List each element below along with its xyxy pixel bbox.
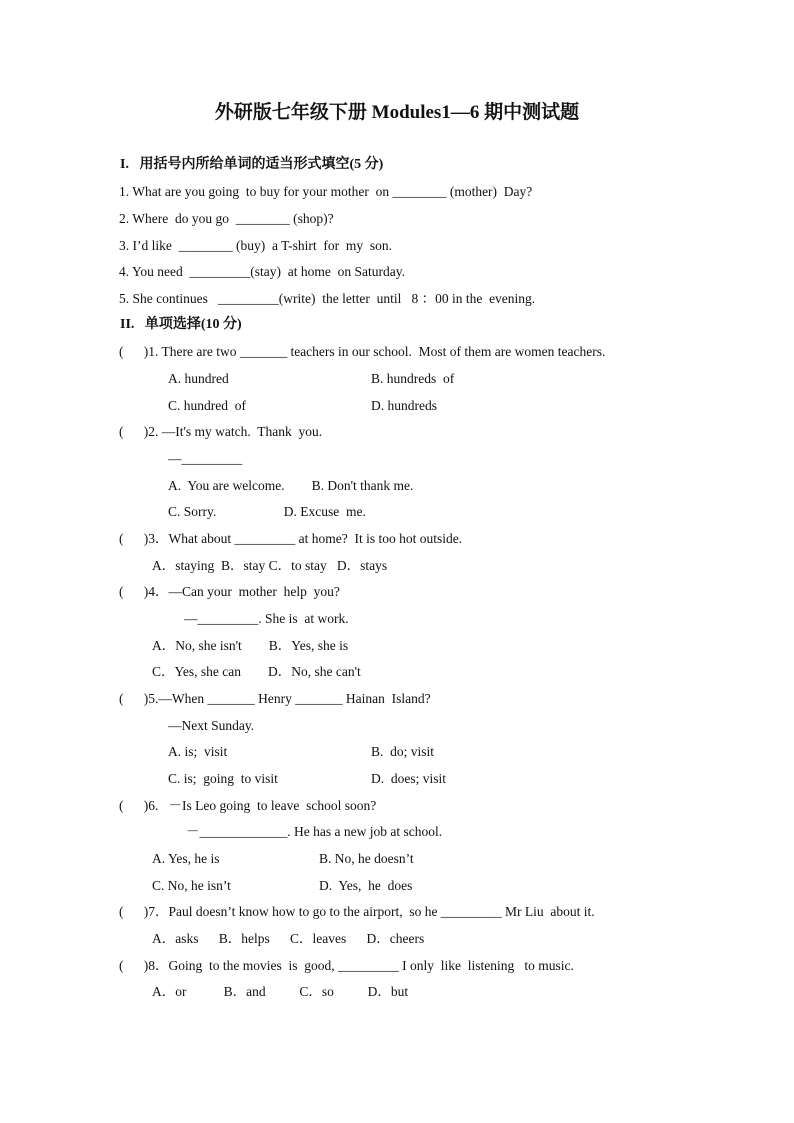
q1-option-c: C. hundred of — [168, 398, 246, 413]
page-title: 外研版七年级下册 Modules1—6 期中测试题 — [214, 102, 580, 123]
fill-item-4: 4. You need _________(stay) at home on Saturday. — [119, 264, 405, 279]
q5-option-c: C. is; going to visit — [168, 771, 278, 786]
q7-options: A．asks B．helps C．leaves D．cheers — [152, 931, 425, 946]
q4-stem: ( )4．—Can your mother help you? — [119, 584, 340, 599]
q5-option-a: A. is; visit — [168, 744, 228, 759]
q1-option-d: D. hundreds — [371, 398, 437, 413]
q4-reply: —_________. She is at work. — [184, 611, 349, 626]
q7-stem: ( )7．Paul doesn’t know how to go to the airport, so he _________ Mr Liu about it. — [119, 904, 595, 919]
fill-item-3: 3. I’d like ________ (buy) a T-shirt for my son. — [119, 238, 392, 253]
q8-options: A．or B．and C．so D．but — [152, 984, 409, 999]
section-1-heading: I. 用括号内所给单词的适当形式填空(5 分) — [120, 157, 384, 172]
fill-item-1: 1. What are you going to buy for your mother on ________ (mother) Day? — [119, 184, 533, 199]
q5-option-b: B. do; visit — [371, 744, 435, 759]
fill-item-2: 2. Where do you go ________ (shop)? — [119, 211, 334, 226]
q4-options-ab: A．No, she isn't B．Yes, she is — [152, 638, 349, 653]
q3-stem: ( )3．What about _________ at home? It is too hot outside. — [119, 531, 463, 546]
q6-option-c: C. No, he isn’t — [152, 878, 231, 893]
q6-stem: ( )6. －Is Leo going to leave school soon? — [119, 798, 377, 813]
q1-option-b: B. hundreds of — [371, 371, 455, 386]
q3-options: A．staying B．stay C．to stay D．stays — [152, 558, 388, 573]
section-2-heading: II. 单项选择(10 分) — [120, 317, 242, 332]
q5-reply: —Next Sunday. — [168, 718, 255, 733]
q2-options-cd: C. Sorry. D. Excuse me. — [168, 504, 366, 519]
q2-options-ab: A. You are welcome. B. Don't thank me. — [168, 478, 414, 493]
q1-option-a: A. hundred — [168, 371, 229, 386]
q8-stem: ( )8．Going to the movies is good, _________ I only like listening to music. — [119, 958, 574, 973]
q6-option-b: B. No, he doesn’t — [319, 851, 414, 866]
q5-option-d: D. does; visit — [371, 771, 447, 786]
q1-stem: ( )1. There are two _______ teachers in our school. Most of them are women teachers. — [119, 344, 606, 359]
q2-reply: —_________ — [168, 451, 243, 466]
q6-reply: －_____________. He has a new job at school. — [186, 824, 443, 839]
fill-item-5: 5. She continues _________(write) the letter until 8 ：00 in the evening. — [119, 291, 536, 306]
q2-stem: ( )2. —It's my watch. Thank you. — [119, 424, 323, 439]
q5-stem: ( )5.—When _______ Henry _______ Hainan Island? — [119, 691, 431, 706]
q4-options-cd: C．Yes, she can D．No, she can't — [152, 664, 361, 679]
q6-option-a: A. Yes, he is — [152, 851, 220, 866]
q6-option-d: D. Yes, he does — [319, 878, 413, 893]
